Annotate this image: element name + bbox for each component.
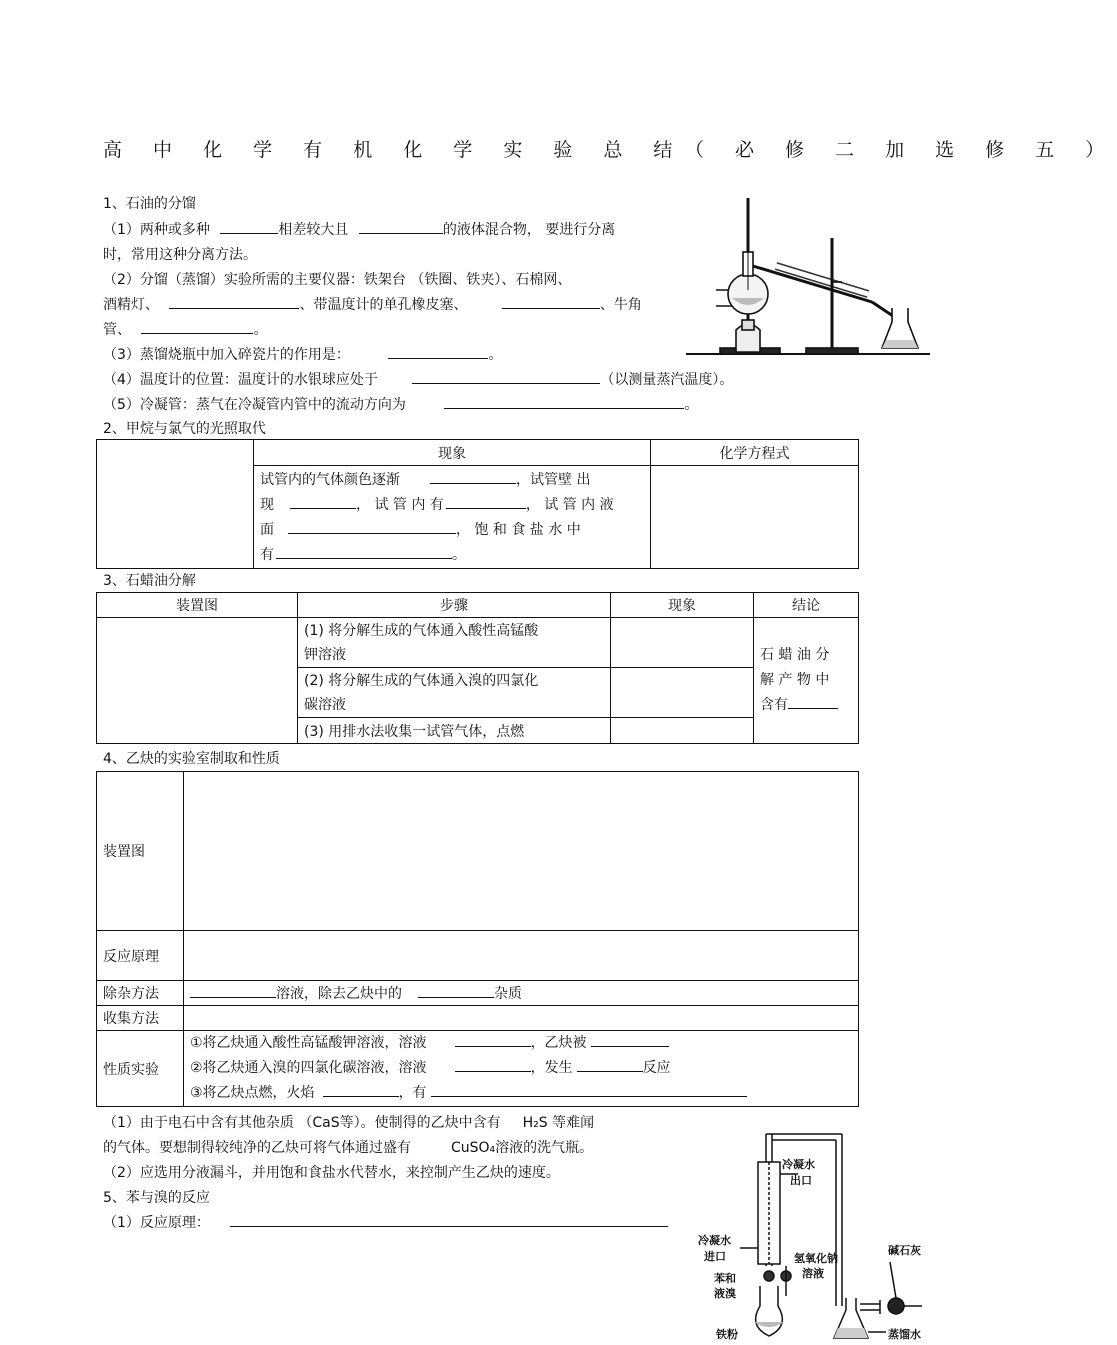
s4-note-1 <box>103 1112 594 1132</box>
s3-col-conclusion: 结论 <box>754 593 859 618</box>
s3-phenomenon-2[interactable] <box>611 668 754 718</box>
text: ， 试 管 内 液 <box>525 497 614 513</box>
s4-row-principle: 反应原理 <box>97 931 184 981</box>
s4-row-apparatus: 装置图 <box>97 772 184 931</box>
blank[interactable] <box>190 983 276 998</box>
text: H₂S 等难闻 <box>522 1115 595 1131</box>
text: CuSO₄溶液的洗气瓶。 <box>451 1140 594 1156</box>
text: 、牛角 <box>599 297 642 313</box>
benzene-bromination-apparatus-figure <box>690 1126 938 1345</box>
text: （1）由于电石中含有其他杂质 （CaS等）。使制得的乙炔中含有 <box>103 1115 501 1131</box>
blank[interactable] <box>502 294 600 309</box>
section-2-heading: 2、甲烷与氯气的光照取代 <box>103 421 266 437</box>
fig2-water: 蒸馏水 <box>888 1328 921 1341</box>
blank[interactable] <box>290 494 356 509</box>
blank[interactable] <box>230 1212 668 1227</box>
text: 解 产 物 中 <box>760 672 830 688</box>
text: （1）两种或多种 <box>103 222 210 238</box>
page-title: 高 中 化 学 有 机 化 学 实 验 总 结（ 必 修 二 加 选 修 五 ） <box>103 139 1117 161</box>
fig2-benzene-1: 苯和 <box>714 1272 736 1285</box>
blank[interactable] <box>455 1032 531 1047</box>
text: ， 试 管 内 有 <box>356 497 444 513</box>
text: ，发生 <box>530 1060 573 1076</box>
blank[interactable] <box>288 519 456 534</box>
text: 的气体。要想制得较纯净的乙炔可将气体通过盛有 <box>103 1140 411 1156</box>
blank[interactable] <box>455 1057 531 1072</box>
text: ②将乙炔通入溴的四氯化碳溶液，溶液 <box>190 1060 427 1076</box>
blank[interactable] <box>418 983 494 998</box>
blank[interactable] <box>577 1057 643 1072</box>
s4-purify-cell <box>184 981 859 1006</box>
blank[interactable] <box>323 1082 399 1097</box>
blank[interactable] <box>141 319 253 334</box>
s3-conclusion-cell <box>754 618 859 744</box>
text: 酒精灯、 <box>103 297 159 313</box>
distillation-apparatus-figure <box>686 190 930 358</box>
s4-note-2 <box>103 1137 593 1157</box>
s4-row-property: 性质实验 <box>97 1031 184 1107</box>
blank[interactable] <box>430 469 516 484</box>
s2-table <box>96 439 859 569</box>
s3-step-1 <box>298 618 611 668</box>
blank[interactable] <box>388 344 488 359</box>
blank[interactable] <box>788 694 838 709</box>
text: （1）反应原理： <box>103 1215 210 1231</box>
text: 相差较大且 <box>278 222 349 238</box>
text: 含有 <box>760 697 788 713</box>
text: ，试管壁 出 <box>516 472 591 488</box>
text: （3）蒸馏烧瓶中加入碎瓷片的作用是： <box>103 347 350 363</box>
text: 、带温度计的单孔橡皮塞、 <box>299 297 468 313</box>
s1-line-1 <box>103 219 615 239</box>
blank[interactable] <box>431 1082 747 1097</box>
text: ①将乙炔通入酸性高锰酸钾溶液，溶液 <box>190 1035 427 1051</box>
blank[interactable] <box>412 369 600 384</box>
fig2-naoh-1: 氢氧化钠 <box>794 1252 838 1265</box>
fig2-cond-in-1: 冷凝水 <box>698 1234 731 1247</box>
s4-row-purify: 除杂方法 <box>97 981 184 1006</box>
s2-col-equation: 化学方程式 <box>651 440 859 466</box>
fig2-soda-lime: 碱石灰 <box>888 1244 921 1257</box>
s3-apparatus-cell[interactable] <box>97 618 298 744</box>
s2-empty-cell <box>97 440 254 569</box>
text: （4）温度计的位置：温度计的水银球应处于 <box>103 372 378 388</box>
s1-line-8 <box>103 394 698 414</box>
s3-col-steps: 步骤 <box>298 593 611 618</box>
text: （以测量蒸汽温度）。 <box>600 372 734 388</box>
s1-line-4 <box>103 294 642 314</box>
blank[interactable] <box>591 1032 669 1047</box>
s3-table <box>96 592 859 744</box>
text: 碳溶液 <box>304 696 346 713</box>
text: 钾溶液 <box>304 646 346 663</box>
s1-line-2: 时，常用这种分离方法。 <box>103 247 257 263</box>
text: (2) 将分解生成的气体通入溴的四氯化 <box>304 672 539 689</box>
text: ， 饱 和 食 盐 水 中 <box>456 522 581 538</box>
text: 。 <box>684 397 699 413</box>
blank[interactable] <box>444 394 684 409</box>
section-4-heading: 4、乙炔的实验室制取和性质 <box>103 751 280 767</box>
blank[interactable] <box>359 219 443 234</box>
s5-line-1 <box>103 1212 668 1232</box>
s1-line-3: （2）分馏（蒸馏）实验所需的主要仪器：铁架台 （铁圈、铁夹）、石棉网、 <box>103 272 572 288</box>
text: 管、 <box>103 322 131 338</box>
fig2-naoh-2: 溶液 <box>802 1267 824 1280</box>
text: 面 <box>260 522 274 538</box>
s4-apparatus-cell[interactable] <box>184 772 859 931</box>
text: ，有 <box>398 1085 427 1101</box>
text: 试管内的气体颜色逐渐 <box>260 472 400 488</box>
s3-step-3: (3) 用排水法收集一试管气体，点燃 <box>298 718 611 744</box>
s4-table <box>96 771 859 1107</box>
s2-col-phenomenon: 现象 <box>254 440 651 466</box>
s4-note-3: （2）应选用分液漏斗，并用饱和食盐水代替水，来控制产生乙炔的速度。 <box>103 1165 560 1181</box>
blank[interactable] <box>446 494 526 509</box>
fig2-cond-in-2: 进口 <box>704 1250 726 1263</box>
s3-phenomenon-3[interactable] <box>611 718 754 744</box>
blank[interactable] <box>169 294 299 309</box>
s4-property-3 <box>190 1081 852 1106</box>
s4-property-cell <box>184 1031 859 1107</box>
text: 反应 <box>642 1060 671 1076</box>
s2-equation-cell[interactable] <box>651 466 859 569</box>
s2-row-3 <box>260 518 644 543</box>
blank[interactable] <box>220 219 278 234</box>
text: ③将乙炔点燃，火焰 <box>190 1085 315 1101</box>
text: 。 <box>488 347 503 363</box>
text: 溶液，除去乙炔中的 <box>276 986 402 1002</box>
fig2-iron: 铁粉 <box>716 1328 738 1341</box>
fig2-benzene-2: 液溴 <box>714 1287 736 1300</box>
blank[interactable] <box>276 544 452 559</box>
s2-row-1 <box>260 468 644 493</box>
s3-step-2 <box>298 668 611 718</box>
text: 有 <box>260 547 274 563</box>
s3-phenomenon-1[interactable] <box>611 618 754 668</box>
text: 的液体混合物， 要进行分离 <box>442 222 616 238</box>
section-5-heading: 5、苯与溴的反应 <box>103 1190 210 1206</box>
s4-property-2 <box>190 1056 852 1081</box>
s4-property-1 <box>190 1031 852 1056</box>
text: 。 <box>253 322 268 338</box>
text: ，乙炔被 <box>530 1035 587 1051</box>
s3-col-phenomenon: 现象 <box>611 593 754 618</box>
text: （5）冷凝管：蒸气在冷凝管内管中的流动方向为 <box>103 397 406 413</box>
text: 石 蜡 油 分 <box>760 647 830 663</box>
text: (1) 将分解生成的气体通入酸性高锰酸 <box>304 622 539 639</box>
text: 杂质 <box>494 986 522 1002</box>
s4-collect-cell[interactable] <box>184 1006 859 1031</box>
fig2-cond-out-1: 冷凝水 <box>782 1158 815 1171</box>
s1-line-6 <box>103 344 502 364</box>
text: 。 <box>452 547 466 563</box>
s2-row-4 <box>260 543 644 568</box>
text: 现 <box>260 497 274 513</box>
s4-principle-cell[interactable] <box>184 931 859 981</box>
s2-row-2 <box>260 493 644 518</box>
s2-phenomenon-cell <box>254 466 651 569</box>
section-1-heading: 1、石油的分馏 <box>103 196 196 212</box>
fig2-cond-out-2: 出口 <box>790 1174 812 1187</box>
section-3-heading: 3、石蜡油分解 <box>103 573 196 589</box>
s1-line-7 <box>103 369 733 389</box>
s1-line-5 <box>103 319 267 339</box>
s3-col-apparatus: 装置图 <box>97 593 298 618</box>
s4-row-collect: 收集方法 <box>97 1006 184 1031</box>
